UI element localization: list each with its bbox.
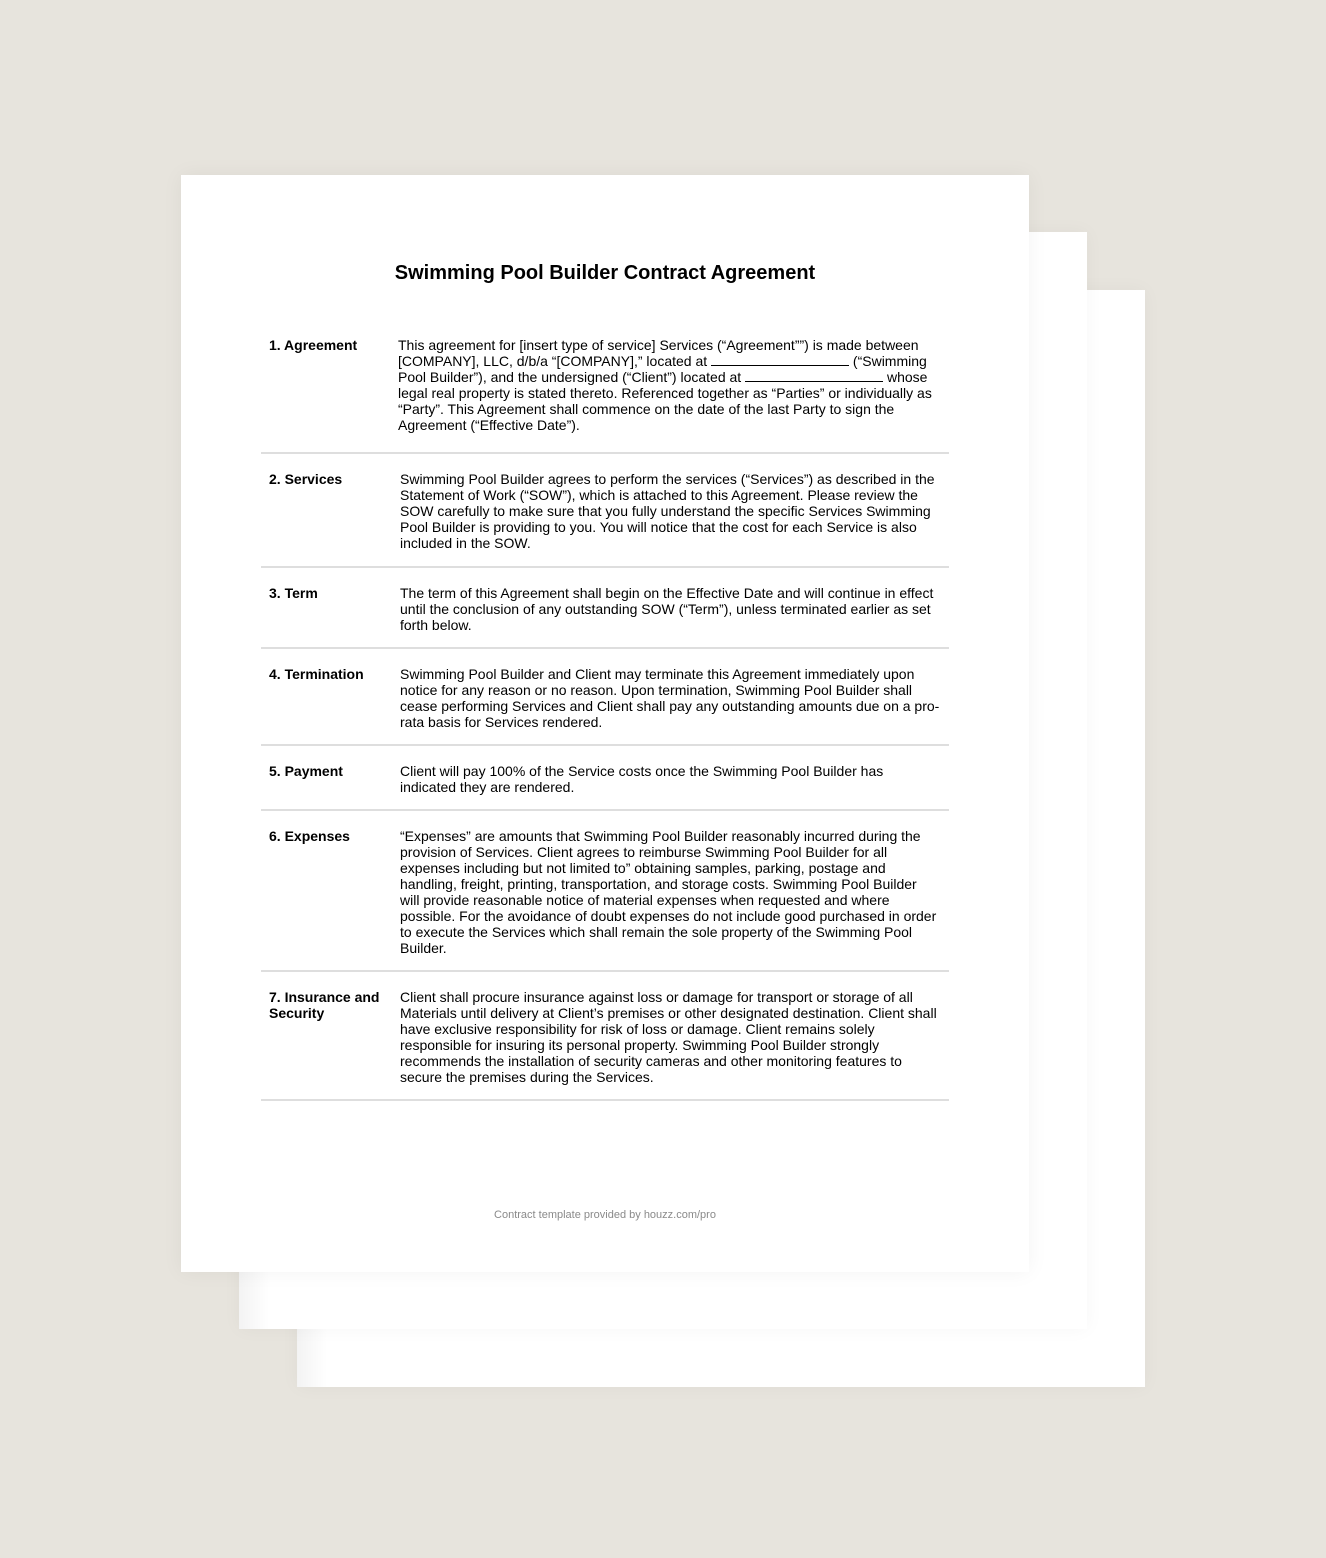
document-title: Swimming Pool Builder Contract Agreement	[394, 262, 816, 284]
section-agreement	[261, 329, 949, 454]
section-body-text: This agreement for [insert type of service] Services (“Agreement””) is made between [COMPANY], LLC, d/b/a “[COMPANY],” located at	[398, 337, 919, 369]
section-label: 7. Insurance and Security	[269, 989, 380, 1021]
section-label: 1. Agreement	[269, 337, 358, 353]
section-label: 2. Services	[269, 471, 343, 487]
section-insurance-security	[261, 972, 949, 1101]
section-expenses	[261, 811, 949, 972]
section-body: Client will pay 100% of the Service costs once the Swimming Pool Builder has indicated they are rendered.	[400, 763, 884, 795]
section-payment	[261, 746, 949, 811]
footer-credit: Contract template provided by houzz.com/pro	[494, 1209, 716, 1221]
section-body-text: (“Swimming Pool Builder”), and the undersigned (“Client”) located at	[398, 353, 927, 385]
front-page-sheet	[181, 175, 1029, 1272]
section-body: The term of this Agreement shall begin on the Effective Date and will continue in effect until the conclusion of any outstanding SOW (“Term”), unless terminated earlier as set forth below.	[400, 585, 934, 633]
contract-sections	[261, 329, 949, 1101]
section-termination	[261, 649, 949, 746]
section-body-text: whose legal real property is stated thereto. Referenced together as “Parties” or individually as “Party”. This Agreement shall commence on the date of the last Party to sign the Agreement (“Effective Date”).	[398, 369, 932, 433]
section-body: “Expenses” are amounts that Swimming Pool Builder reasonably incurred during the provision of Services. Client agrees to reimburse Swimming Pool Builder for all expenses including but not limited to” obtaining samples, parking, postage and handling, freight, printing, transportation, and storage costs. Swimming Pool Builder will provide reasonable notice of material expenses when requested and where possible. For the avoidance of doubt expenses do not include good purchased in order to execute the Services which shall remain the sole property of the Swimming Pool Builder.	[400, 828, 937, 956]
section-label: 3. Term	[269, 585, 318, 601]
section-services	[261, 454, 949, 568]
section-label: 6. Expenses	[269, 828, 350, 844]
section-body: Swimming Pool Builder and Client may terminate this Agreement immediately upon notice for any reason or no reason. Upon termination, Swimming Pool Builder shall cease performing Services and Client shall pay any outstanding amounts due on a pro-rata basis for Services rendered.	[400, 666, 940, 730]
section-label: 5. Payment	[269, 763, 343, 779]
section-body: Swimming Pool Builder agrees to perform the services (“Services”) as described in the Statement of Work (“SOW”), which is attached to this Agreement. Please review the SOW carefully to make sure that you fully understand the specific Services Swimming Pool Builder is providing to you. You will notice that the cost for each Service is also included in the SOW.	[400, 471, 935, 551]
section-term	[261, 568, 949, 649]
section-body: Client shall procure insurance against loss or damage for transport or storage of all Materials until delivery at Client’s premises or other designated destination. Client shall have exclusive responsibility for risk of loss or damage. Client remains solely responsible for insuring its personal property. Swimming Pool Builder strongly recommends the installation of security cameras and other monitoring features to secure the premises during the Services.	[400, 989, 937, 1085]
section-label: 4. Termination	[269, 666, 364, 682]
section-body	[398, 337, 943, 452]
client-address-blank[interactable]	[745, 369, 883, 382]
company-address-blank[interactable]	[711, 353, 849, 366]
